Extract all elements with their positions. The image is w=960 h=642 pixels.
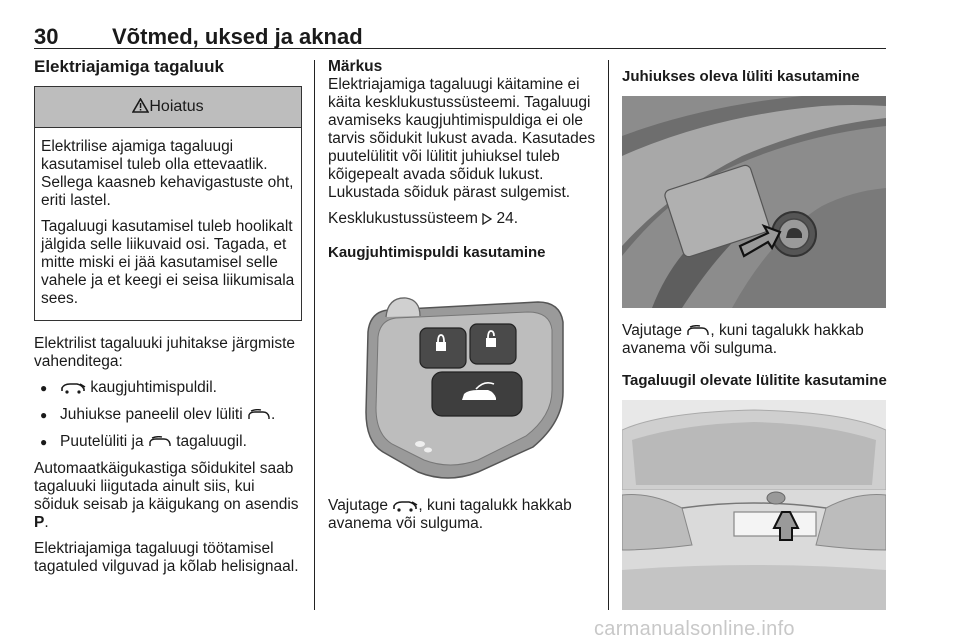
- caption-start: Vajutage: [622, 322, 683, 339]
- subheading: Tagaluugil olevate lülitite kasutamine: [622, 372, 887, 389]
- automatic-gear-text-start: Automaatkäigukastiga sõidukitel saab tagaluuki liigutada ainult siis, kui sõiduk seisab ja käigukang on asendis: [34, 460, 299, 513]
- list-item-text: kaugjuhtimispuldil.: [90, 379, 217, 396]
- caption-end: , kuni tagalukk hakkab avanema või sulguma.: [328, 497, 572, 532]
- watermark: carmanualsonline.info: [594, 618, 795, 640]
- remote-caption: [328, 497, 596, 533]
- column-right: [622, 58, 890, 610]
- caption-end: , kuni tagalukk hakkab avanema või sulguma.: [622, 322, 864, 357]
- tailgate-open-icon: [148, 436, 172, 448]
- section-title: Elektriajamiga tagaluuk: [34, 57, 224, 76]
- cross-reference-page: 24.: [496, 210, 519, 227]
- list-item-text: Juhiukse paneelil olev lüliti: [60, 406, 243, 423]
- subheading: Kaugjuhtimispuldi kasutamine: [328, 244, 546, 261]
- door-panel-image: [622, 96, 886, 308]
- list-item-text: Puutelüliti ja: [60, 433, 144, 450]
- warning-triangle-icon: [132, 98, 149, 113]
- cross-reference-arrow-icon: [482, 213, 492, 225]
- column-divider: [608, 60, 609, 610]
- control-list: [34, 379, 302, 451]
- automatic-gear-text-end: .: [44, 514, 49, 531]
- door-caption: [622, 322, 890, 358]
- car-tailgate-icon: [392, 500, 418, 512]
- list-item: [34, 433, 302, 451]
- car-tailgate-icon: [60, 382, 86, 394]
- tailgate-switch-illustration: [622, 400, 886, 610]
- warning-paragraph: Elektrilise ajamiga tagaluugi kasutamisel tuleb olla ettevaatlik. Sellega kaasneb kehavigastuste oht, eriti lastel.: [41, 138, 294, 209]
- page-number: 30: [34, 24, 59, 49]
- remote-key-illustration: [328, 272, 593, 487]
- note-title: Märkus: [328, 58, 383, 75]
- list-item: [34, 406, 302, 424]
- list-item: [34, 379, 302, 397]
- intro-text: Elektrilist tagaluuki juhitakse järgmiste vahenditega:: [34, 335, 296, 370]
- door-switch-illustration: [622, 96, 886, 308]
- gear-position: P: [34, 514, 45, 531]
- subheading: Juhiukses oleva lüliti kasutamine: [622, 68, 860, 85]
- warning-title: Hoiatus: [149, 98, 204, 115]
- warning-header: [35, 87, 301, 128]
- list-item-suffix: .: [270, 406, 276, 423]
- chapter-title: Võtmed, uksed ja aknad: [112, 24, 363, 49]
- tailgate-open-icon: [686, 325, 710, 337]
- page-header: [34, 14, 886, 49]
- note-text: Elektriajamiga tagaluugi käitamine ei käita kesklukustussüsteemi. Tagaluugi avamiseks kaugjuhtimispuldiga ei ole tarvis sõidukit lukust avada. Kasutades puutelülitit või lülitit juhiuksel tuleb kõigepealt avada sõiduk lukust. Lukustada sõiduk pärast sulgemist.: [328, 76, 596, 201]
- cross-reference-text: Kesklukustussüsteem: [328, 210, 478, 227]
- list-item-suffix: tagaluugil.: [176, 433, 247, 450]
- tailgate-open-icon: [247, 409, 271, 421]
- cross-reference: [328, 210, 596, 228]
- column-left: [34, 58, 302, 584]
- automatic-gear-text: [34, 460, 302, 532]
- warning-paragraph: Tagaluugi kasutamisel tuleb hoolikalt jälgida selle liikuvaid osi. Tagada, et mitte miski ei jää kasutamisel selle vahele ja et keegi ei seisa liikumisala sees.: [41, 218, 295, 307]
- key-fob-image: [328, 272, 593, 487]
- caption-start: Vajutage: [328, 497, 389, 514]
- signal-text: Elektriajamiga tagaluugi töötamisel tagatuled vilguvad ja kõlab helisignaal.: [34, 540, 299, 575]
- column-middle: [328, 58, 596, 541]
- column-divider: [314, 60, 315, 610]
- car-rear-image: [622, 400, 886, 610]
- warning-box: [34, 86, 302, 321]
